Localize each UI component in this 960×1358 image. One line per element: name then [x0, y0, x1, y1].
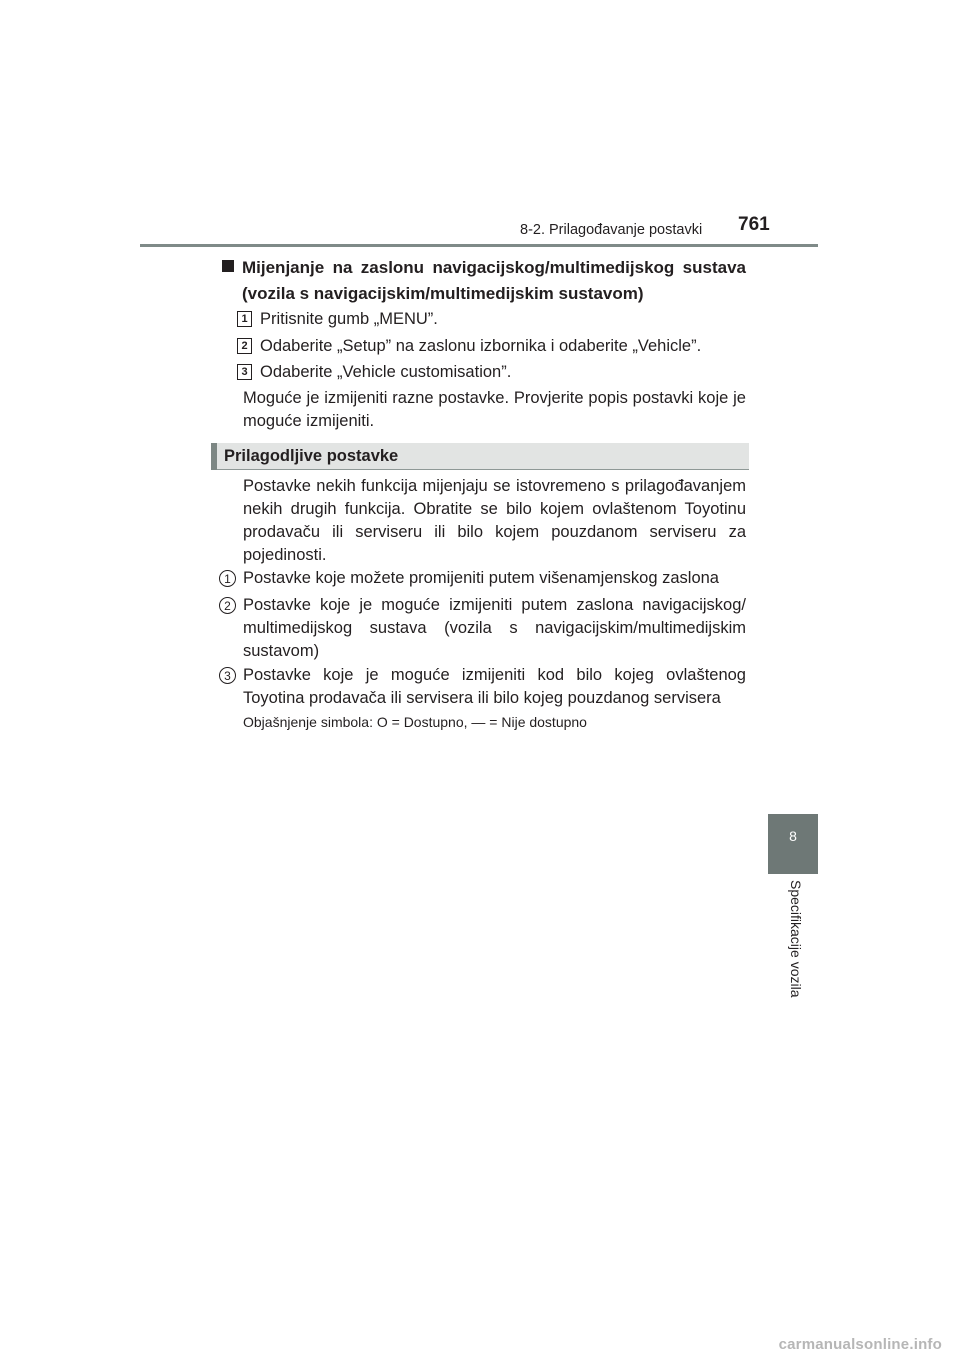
section-bar-accent: [211, 443, 217, 470]
square-bullet-icon: [222, 260, 234, 272]
list-item: Postavke koje je moguće izmijeniti putem zaslona navigacijskog/ multimedijskog sustava (vozila s navigacijskim/multimedijskim sustavom): [243, 596, 746, 660]
step-1: [237, 309, 438, 329]
step-number-box: 2: [237, 338, 252, 354]
step-3: [237, 362, 511, 382]
step-text: Odaberite „Vehicle customisation”.: [260, 362, 512, 381]
chapter-title: Specifikacije vozila: [788, 880, 804, 998]
item-number-circle: 3: [219, 667, 236, 684]
step-text: Odaberite „Setup” na zaslonu izbornika i odaberite „Vehicle”.: [260, 336, 702, 355]
step-number-box: 1: [237, 311, 252, 327]
watermark: carmanualsonline.info: [778, 1336, 942, 1353]
page-number: 761: [738, 214, 770, 235]
item-number-circle: 2: [219, 597, 236, 614]
step-2: [237, 336, 701, 356]
chapter-number: 8: [789, 828, 797, 844]
list-item: Postavke koje je moguće izmijeniti kod bilo kojeg ovlaštenog Toyotina prodavača ili servisera ili bilo kojeg pouzdanog servisera: [243, 666, 746, 707]
chapter-tab: [768, 814, 818, 874]
symbol-legend-note: Objašnjenje simbola: O = Dostupno, — = Nije dostupno: [243, 714, 587, 730]
list-item: Postavke koje možete promijeniti putem višenamjenskog zaslona: [243, 569, 719, 587]
step-text: Pritisnite gumb „MENU”.: [260, 309, 438, 328]
item-number-circle: 1: [219, 570, 236, 587]
section-paragraph: Postavke nekih funkcija mijenjaju se istovremeno s prilagođavanjem nekih drugih funkcija. Obratite se bilo kojem ovlaštenom Toyotinu prodavaču ili serviseru ili bilo kojem pouzdanom serviseru za pojedinosti.: [243, 477, 746, 564]
header-divider: [140, 244, 818, 247]
running-header-section: 8-2. Prilagođavanje postavki: [520, 222, 703, 238]
step-number-box: 3: [237, 364, 252, 380]
intro-paragraph: Moguće je izmijeniti razne postavke. Provjerite popis postavki koje je moguće izmijeniti.: [243, 389, 746, 430]
subsection-heading-text: Mijenjanje na zaslonu navigacijskog/multimedijskog sustava (vozila s navigacijskim/multimedijskim sustavom): [242, 258, 746, 303]
section-title: Prilagodljive postavke: [224, 447, 399, 465]
subsection-heading: [222, 255, 746, 307]
